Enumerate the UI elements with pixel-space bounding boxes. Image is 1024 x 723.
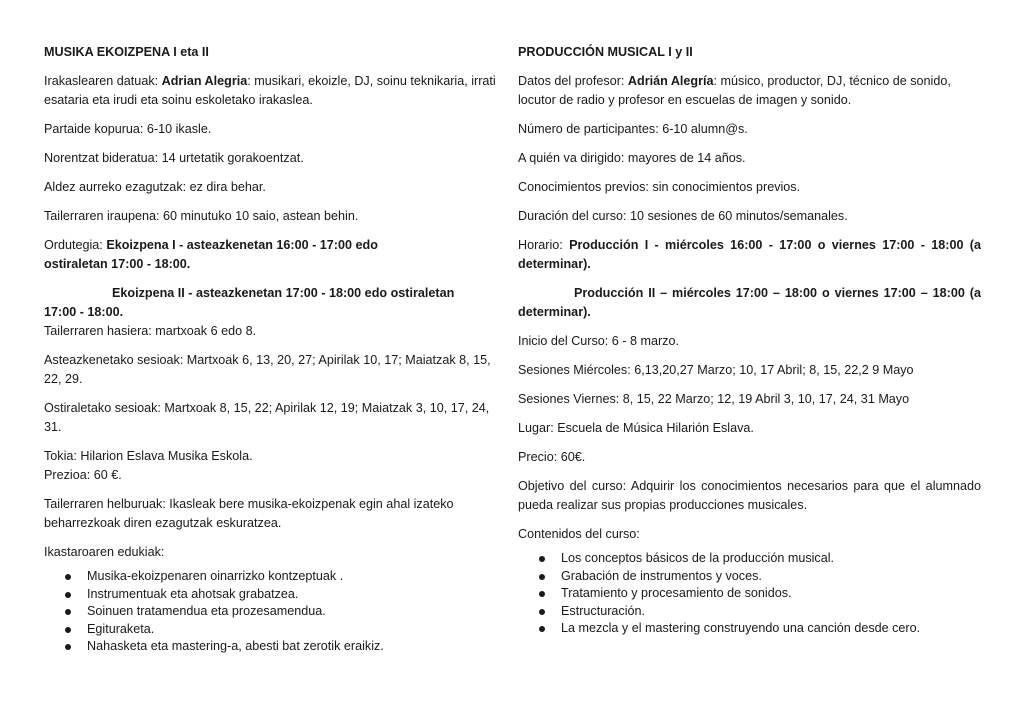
start-date: Inicio del Curso: 6 - 8 marzo. <box>518 334 679 348</box>
schedule-line-1: Ekoizpena I - asteazkenetan 16:00 - 17:00 edo ostiraletan 17:00 - 18:00. <box>44 238 378 271</box>
wednesday-sessions: Asteazkenetako sesioak: Martxoak 6, 13, 20, 27; Apirilak 10, 17; Maiatzak 8, 15, 22, 29. <box>44 353 491 386</box>
list-item-text: Soinuen tratamendua eta prozesamendua. <box>87 604 326 618</box>
list-item <box>518 568 981 586</box>
bullet-icon <box>65 574 71 580</box>
bullet-icon <box>65 592 71 598</box>
goals: Tailerraren helburuak: Ikasleak bere musika-ekoizpenak egin ahal izateko beharrezkoak diren ezagutzak eskuratzea. <box>44 497 454 530</box>
wednesday-sessions: Sesiones Miércoles: 6,13,20,27 Marzo; 10, 17 Abril; 8, 15, 22,2 9 Mayo <box>518 363 914 377</box>
list-item <box>44 621 498 639</box>
contents-label: Contenidos del curso: <box>518 527 640 541</box>
schedule-label: Ordutegia: <box>44 238 107 252</box>
audience: Norentzat bideratua: 14 urtetatik gorakoentzat. <box>44 151 304 165</box>
schedule-1 <box>44 236 444 274</box>
list-item-text: Instrumentuak eta ahotsak grabatzea. <box>87 586 299 601</box>
teacher-info <box>518 72 981 110</box>
schedule-1 <box>518 236 981 274</box>
price: Precio: 60€. <box>518 450 586 464</box>
list-item-text: Grabación de instrumentos y voces. <box>561 568 762 583</box>
list-item <box>518 550 981 568</box>
schedule-line-2: Producción II – miércoles 17:00 – 18:00 o viernes 17:00 – 18:00 (a determinar). <box>518 286 981 319</box>
bullet-icon <box>65 627 71 633</box>
schedule-2 <box>518 284 981 322</box>
list-item <box>44 603 498 621</box>
list-item <box>518 585 981 603</box>
place: Tokia: Hilarion Eslava Musika Eskola. <box>44 449 253 463</box>
teacher-label: Datos del profesor: <box>518 74 628 88</box>
duration: Duración del curso: 10 sesiones de 60 minutos/semanales. <box>518 209 848 223</box>
schedule-line-2b: 17:00 - 18:00. <box>44 305 124 319</box>
list-item-text: Tratamiento y procesamiento de sonidos. <box>561 586 792 600</box>
prior-knowledge: Conocimientos previos: sin conocimientos previos. <box>518 180 801 194</box>
list-item-text: Egituraketa. <box>87 621 155 636</box>
bullet-icon <box>65 609 71 615</box>
list-item <box>44 586 498 604</box>
column-spanish <box>518 43 981 638</box>
column-basque <box>44 43 498 656</box>
section-title: MUSIKA EKOIZPENA I eta II <box>44 45 209 59</box>
teacher-desc: : musikari, ekoizle, DJ, soinu teknikaria, irrati esataria eta irudi eta soinu eskoletako irakaslea. <box>44 74 496 107</box>
teacher-label: Irakaslearen datuak: <box>44 74 162 88</box>
goals: Objetivo del curso: Adquirir los conocimientos necesarios para que el alumnado pueda realizar sus propias producciones musicales. <box>518 479 981 512</box>
bullet-icon <box>539 556 545 562</box>
participants: Número de participantes: 6-10 alumn@s. <box>518 122 748 136</box>
participants: Partaide kopurua: 6-10 ikasle. <box>44 122 212 136</box>
bullet-icon <box>65 644 71 650</box>
bullet-icon <box>539 609 545 615</box>
duration: Tailerraren iraupena: 60 minutuko 10 saio, astean behin. <box>44 209 359 223</box>
bullet-icon <box>539 591 545 597</box>
list-item-text: La mezcla y el mastering construyendo una canción desde cero. <box>561 621 921 635</box>
list-item-text: Estructuración. <box>561 603 645 618</box>
schedule-line-2a: Ekoizpena II - asteazkenetan 17:00 - 18:00 edo ostiraletan <box>112 286 455 300</box>
list-item-text: Los conceptos básicos de la producción musical. <box>561 551 835 565</box>
teacher-name: Adrián Alegría <box>627 74 714 88</box>
list-item <box>518 620 981 638</box>
list-item-text: Musika-ekoizpenaren oinarrizko kontzeptuak . <box>87 569 344 583</box>
list-item <box>44 568 498 586</box>
teacher-info <box>44 72 498 110</box>
price: Prezioa: 60 €. <box>44 468 122 482</box>
list-item <box>44 638 498 656</box>
audience: A quién va dirigido: mayores de 14 años. <box>518 151 746 165</box>
schedule-line-1: Producción I - miércoles 16:00 - 17:00 o viernes 17:00 - 18:00 (a determinar). <box>518 238 981 271</box>
bullet-icon <box>539 574 545 580</box>
list-item-text: Nahasketa eta mastering-a, abesti bat zerotik eraikiz. <box>87 639 384 653</box>
place: Lugar: Escuela de Música Hilarión Eslava. <box>518 421 754 435</box>
prior-knowledge: Aldez aurreko ezagutzak: ez dira behar. <box>44 180 266 194</box>
friday-sessions: Ostiraletako sesioak: Martxoak 8, 15, 22; Apirilak 12, 19; Maiatzak 3, 10, 17, 24, 31. <box>44 401 490 434</box>
teacher-desc: : músico, productor, DJ, técnico de sonido, locutor de radio y profesor en escuelas de imagen y sonido. <box>518 74 951 107</box>
teacher-name: Adrian Alegria <box>161 74 248 88</box>
bullet-icon <box>539 626 545 632</box>
contents-list <box>44 568 498 656</box>
friday-sessions: Sesiones Viernes: 8, 15, 22 Marzo; 12, 19 Abril 3, 10, 17, 24, 31 Mayo <box>518 392 910 406</box>
section-title: PRODUCCIÓN MUSICAL I y II <box>518 45 693 59</box>
contents-label: Ikastaroaren edukiak: <box>44 545 165 559</box>
schedule-2 <box>44 284 498 322</box>
schedule-label: Horario: <box>518 238 570 252</box>
list-item <box>518 603 981 621</box>
contents-list <box>518 550 981 638</box>
start-date: Tailerraren hasiera: martxoak 6 edo 8. <box>44 324 257 338</box>
